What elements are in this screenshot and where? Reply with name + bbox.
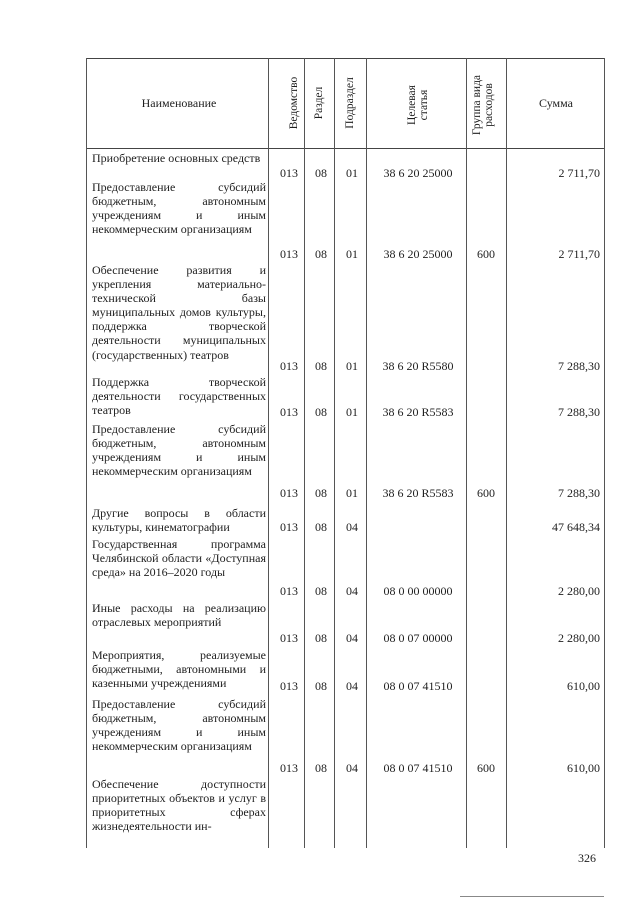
header-subsection: Подраздел bbox=[344, 77, 356, 129]
row-sum: 2 711,70 bbox=[558, 247, 600, 261]
row-name: Другие вопросы в области культуры, кинематографии bbox=[92, 506, 266, 535]
row-subsection: 01 bbox=[346, 166, 358, 180]
row-subsection: 04 bbox=[346, 631, 358, 645]
row-name: Государственная программа Челябинской области «Доступная среда» на 2016–2020 годы bbox=[92, 537, 266, 580]
col-divider-department bbox=[304, 58, 305, 848]
col-divider-left bbox=[86, 58, 87, 848]
row-target: 38 6 20 R5583 bbox=[382, 405, 454, 419]
row-sum: 610,00 bbox=[567, 679, 600, 693]
row-section: 08 bbox=[315, 247, 327, 261]
row-section: 08 bbox=[315, 761, 327, 775]
col-divider-group bbox=[506, 58, 507, 848]
row-target: 38 6 20 25000 bbox=[383, 247, 453, 261]
footer-rule bbox=[460, 896, 604, 897]
row-department: 013 bbox=[280, 584, 298, 598]
row-section: 08 bbox=[315, 486, 327, 500]
header-name: Наименование bbox=[141, 96, 217, 110]
row-department: 013 bbox=[280, 631, 298, 645]
row-sum: 7 288,30 bbox=[558, 486, 600, 500]
row-department: 013 bbox=[280, 247, 298, 261]
row-name: Приобретение основных средств bbox=[92, 151, 261, 165]
row-target: 38 6 20 25000 bbox=[383, 166, 453, 180]
row-section: 08 bbox=[315, 359, 327, 373]
row-department: 013 bbox=[280, 405, 298, 419]
row-department: 013 bbox=[280, 486, 298, 500]
row-subsection: 01 bbox=[346, 486, 358, 500]
row-group: 600 bbox=[477, 247, 495, 261]
col-divider-right bbox=[604, 58, 605, 848]
row-department: 013 bbox=[280, 520, 298, 534]
row-name: Поддержка творческой деятельности государственных театров bbox=[92, 375, 266, 418]
header-group-line2: расходов bbox=[483, 83, 495, 127]
col-divider-target bbox=[466, 58, 467, 848]
header-department: Ведомство bbox=[288, 76, 300, 130]
header-bottom-rule bbox=[86, 148, 604, 149]
row-subsection: 01 bbox=[346, 247, 358, 261]
row-subsection: 04 bbox=[346, 761, 358, 775]
col-divider-name bbox=[268, 58, 269, 848]
row-name: Обеспечение доступности приоритетных объектов и услуг в приоритетных сферах жизнедеятельности ин- bbox=[92, 777, 266, 834]
row-department: 013 bbox=[280, 166, 298, 180]
row-sum: 610,00 bbox=[567, 761, 600, 775]
row-sum: 2 280,00 bbox=[558, 631, 600, 645]
row-subsection: 04 bbox=[346, 520, 358, 534]
header-target-line2: статья bbox=[418, 89, 430, 121]
row-target: 38 6 20 R5583 bbox=[382, 486, 454, 500]
row-target: 08 0 07 41510 bbox=[383, 761, 453, 775]
row-name: Предоставление субсидий бюджетным, автономным учреждениям и иным некоммерческим организациям bbox=[92, 422, 266, 479]
row-department: 013 bbox=[280, 679, 298, 693]
header-target-item bbox=[406, 60, 436, 150]
row-sum: 2 280,00 bbox=[558, 584, 600, 598]
row-section: 08 bbox=[315, 631, 327, 645]
header-sum: Сумма bbox=[539, 96, 573, 110]
row-sum: 7 288,30 bbox=[558, 359, 600, 373]
row-department: 013 bbox=[280, 761, 298, 775]
table-top-rule bbox=[86, 58, 604, 59]
header-section: Раздел bbox=[313, 86, 325, 120]
page-number: 326 bbox=[578, 851, 596, 865]
header-expense-group bbox=[471, 60, 501, 150]
row-target: 08 0 00 00000 bbox=[383, 584, 453, 598]
row-name: Обеспечение развития и укрепления материально-технической базы муниципальных домов культуры, поддержка творческой деятельности муниципальных (государственных) театров bbox=[92, 263, 266, 362]
row-section: 08 bbox=[315, 679, 327, 693]
row-target: 08 0 07 00000 bbox=[383, 631, 453, 645]
col-divider-section bbox=[334, 58, 335, 848]
row-subsection: 01 bbox=[346, 359, 358, 373]
row-name: Предоставление субсидий бюджетным, автономным учреждениям и иным некоммерческим организациям bbox=[92, 180, 266, 237]
row-subsection: 04 bbox=[346, 584, 358, 598]
row-department: 013 bbox=[280, 359, 298, 373]
row-group: 600 bbox=[477, 486, 495, 500]
row-target: 38 6 20 R5580 bbox=[382, 359, 454, 373]
row-section: 08 bbox=[315, 405, 327, 419]
row-section: 08 bbox=[315, 584, 327, 598]
header-target-line1: Целевая bbox=[406, 85, 418, 125]
header-group-line1: Группа вида bbox=[471, 74, 483, 136]
row-sum: 47 648,34 bbox=[552, 520, 600, 534]
row-subsection: 04 bbox=[346, 679, 358, 693]
row-sum: 7 288,30 bbox=[558, 405, 600, 419]
row-subsection: 01 bbox=[346, 405, 358, 419]
row-group: 600 bbox=[477, 761, 495, 775]
row-section: 08 bbox=[315, 166, 327, 180]
row-sum: 2 711,70 bbox=[558, 166, 600, 180]
row-section: 08 bbox=[315, 520, 327, 534]
row-name: Мероприятия, реализуемые бюджетными, автономными и казенными учреждениями bbox=[92, 648, 266, 691]
row-name: Иные расходы на реализацию отраслевых мероприятий bbox=[92, 601, 266, 630]
row-target: 08 0 07 41510 bbox=[383, 679, 453, 693]
col-divider-subsection bbox=[366, 58, 367, 848]
row-name: Предоставление субсидий бюджетным, автономным учреждениям и иным некоммерческим организациям bbox=[92, 697, 266, 754]
